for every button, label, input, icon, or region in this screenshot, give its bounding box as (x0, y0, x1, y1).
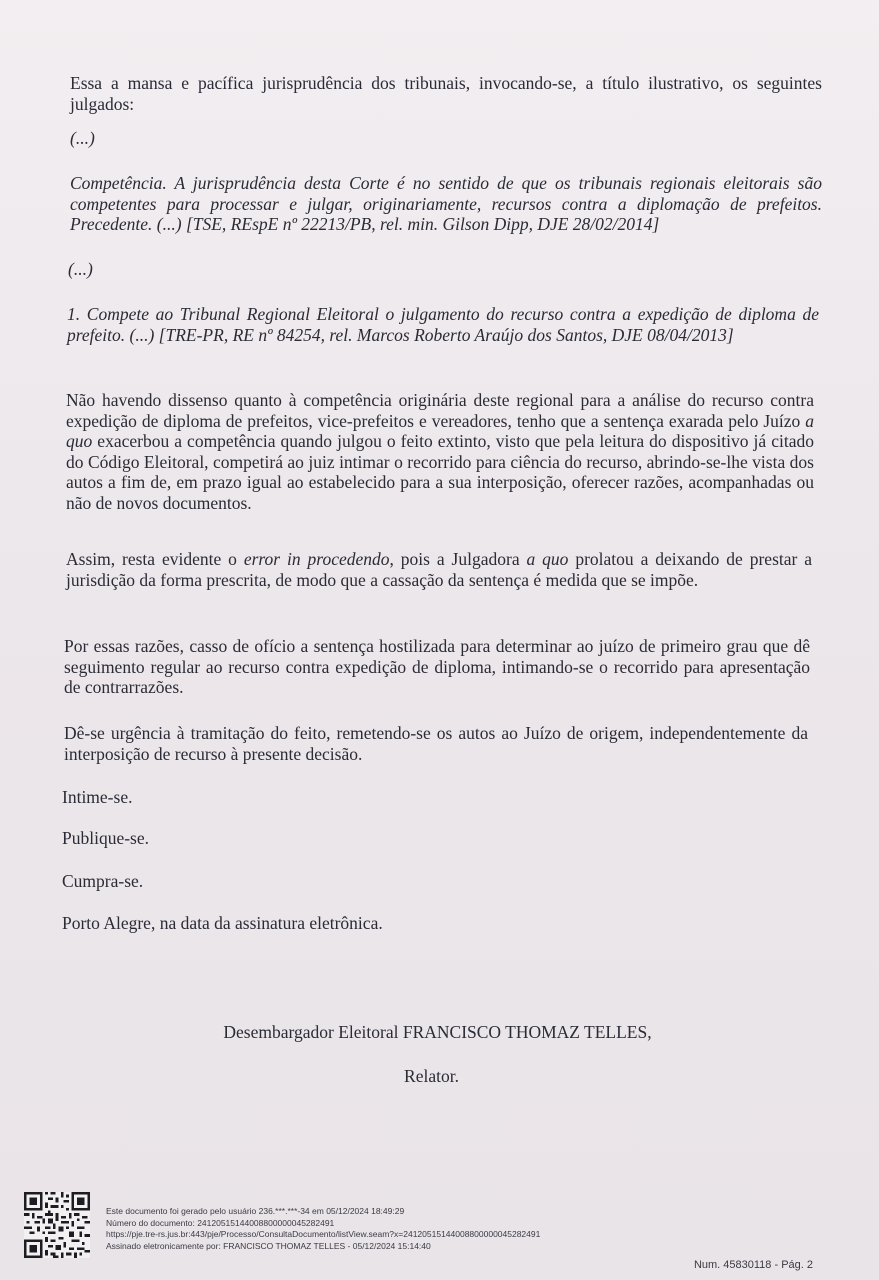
paragraph-error-in-procedendo (66, 549, 812, 590)
quote-tse: Competência. A jurisprudência desta Corte é no sentido de que os tribunais regionais eleitorais são competentes para processar e julgar, originariamente, recursos contra a diplomação de prefeitos. Precedente. (...) [TSE, REspE nº 22213/PB, rel. min. Gilson Dipp, DJE 28/02/2014] (70, 173, 822, 234)
place-and-date: Porto Alegre, na data da assinatura eletrônica. (62, 913, 383, 933)
publique-se: Publique-se. (62, 828, 150, 848)
document-footer (106, 1206, 540, 1252)
paragraph-decision: Por essas razões, casso de ofício a sentença hostilizada para determinar ao juízo de primeiro grau que dê seguimento regular ao recurso contra expedição de diploma, intimando-se o recorrido para apresentação de contrarrazões. (64, 636, 810, 697)
paragraph-competencia-part-c: exacerbou a competência quando julgou o feito extinto, visto que pela leitura do dispositivo já citado do Código Eleitoral, competirá ao juiz intimar o recorrido para ciência do recurso, abrindo-se-lhe vista dos autos a fim de, em prazo igual ao estabelecido para a sua interposição, oferecer razões, acompanhadas ou não de novos documentos. (66, 431, 814, 513)
paragraph-error-part-a: Assim, resta evidente o (66, 549, 244, 569)
signature-name: Desembargador Eleitoral FRANCISCO THOMAZ TELLES, (223, 1022, 652, 1042)
footer-generated-by: Este documento foi gerado pelo usuário 236.***.***-34 em 05/12/2024 18:49:29 (106, 1206, 405, 1216)
ellipsis-1: (...) (70, 128, 95, 148)
paragraph-error-part-c: , pois a Julgadora (389, 549, 527, 569)
paragraph-error-a-quo: a quo (526, 549, 569, 569)
footer-signed-by: Assinado eletronicamente por: FRANCISCO THOMAZ TELLES - 05/12/2024 15:14:40 (106, 1240, 431, 1251)
paragraph-competencia-part-a: Não havendo dissenso quanto à competência originária deste regional para a análise do recurso contra expedição de diploma de prefeitos, vice-prefeitos e vereadores, tenho que a sentença exarada pelo Juízo (66, 390, 814, 431)
ellipsis-2: (...) (68, 259, 93, 279)
paragraph-competencia-a-quo: a quo (66, 410, 814, 451)
quote-tre-pr-text: 1. Compete ao Tribunal Regional Eleitoral o julgamento do recurso contra a expedição de diploma de prefeito. (...) [TRE-PR, RE nº 84254, rel. Marcos Roberto Araújo dos Santos, DJE 08/04/2013] (67, 304, 819, 345)
paragraph-competencia (66, 390, 814, 513)
intime-se: Intime-se. (62, 787, 133, 807)
signature-role: Relator. (404, 1066, 459, 1086)
footer-document-number: Número do documento: 24120515144008800000045282491 (106, 1217, 335, 1228)
footer-url: https://pje.tre-rs.jus.br:443/pje/Processo/ConsultaDocumento/listView.seam?x=24120515144008800000045282491 (106, 1229, 541, 1239)
paragraph-error-latin: error in procedendo (243, 549, 390, 569)
cumpra-se: Cumpra-se. (62, 871, 144, 891)
quote-tre-pr (67, 304, 819, 345)
qr-code-icon (24, 1192, 90, 1258)
paragraph-intro: Essa a mansa e pacífica jurisprudência dos tribunais, invocando-se, a título ilustrativo, os seguintes julgados: (70, 73, 822, 114)
paragraph-urgency: Dê-se urgência à tramitação do feito, remetendo-se os autos ao Juízo de origem, independentemente da interposição de recurso à presente decisão. (64, 723, 808, 764)
paragraph-error-part-e: prolatou a deixando de prestar a jurisdição da forma prescrita, de modo que a cassação da sentença é medida que se impõe. (66, 549, 813, 590)
page-number: Num. 45830118 - Pág. 2 (693, 1259, 813, 1271)
